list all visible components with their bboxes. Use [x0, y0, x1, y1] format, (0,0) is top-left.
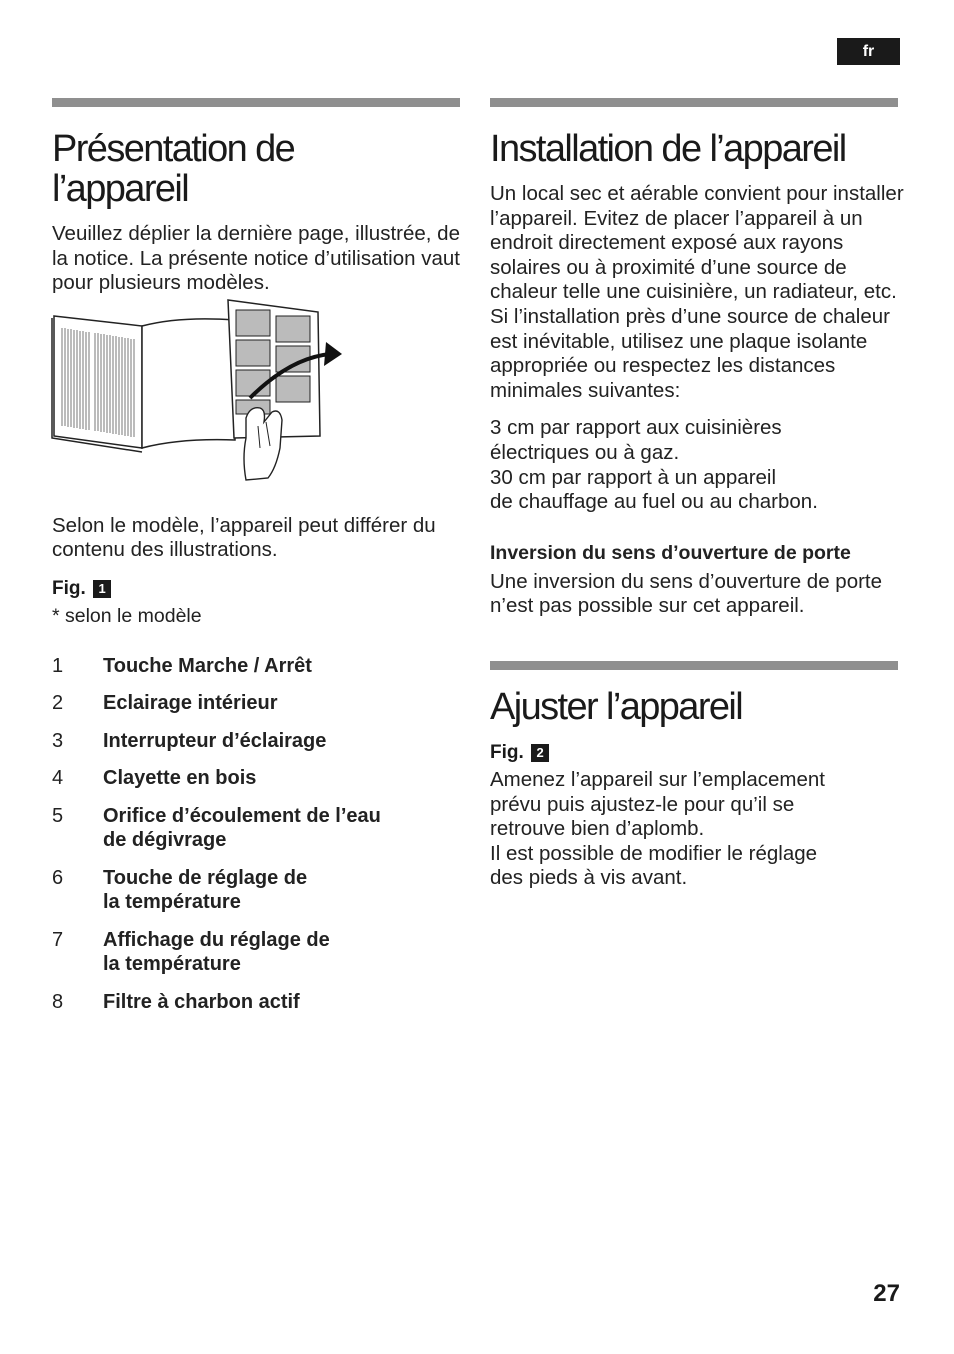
legend-item	[52, 729, 460, 754]
section-title	[52, 129, 460, 209]
legend-number: 3	[52, 729, 64, 752]
legend-line: de dégivrage	[103, 829, 227, 852]
footnote: * selon le modèle	[52, 604, 202, 627]
legend-number: 1	[52, 654, 64, 677]
booklet-unfold-illustration	[50, 298, 350, 484]
legend-item	[52, 866, 460, 915]
fig-label: Fig.	[490, 741, 524, 763]
door-reversal-heading: Inversion du sens d’ouverture de porte	[490, 541, 851, 564]
legend-item	[52, 691, 460, 716]
section-rule	[490, 661, 898, 670]
legend-item	[52, 928, 460, 977]
legend-number: 5	[52, 804, 64, 827]
adjust-line: Amenez l’appareil sur l’emplacement	[490, 767, 825, 791]
fig-reference	[52, 577, 460, 601]
fig-label: Fig.	[52, 577, 86, 599]
distance-paragraph	[490, 416, 898, 514]
legend-line: Eclairage intérieur	[103, 692, 278, 715]
fig-reference	[490, 741, 898, 765]
legend-text	[103, 866, 460, 915]
legend-text	[103, 654, 460, 679]
intro-paragraph: Veuillez déplier la dernière page, illustrée, de la notice. La présente notice d’utilisation vaut pour plusieurs modèles.	[52, 222, 460, 295]
distance-line: 3 cm par rapport aux cuisinières	[490, 416, 782, 440]
legend-text	[103, 804, 460, 853]
legend-text	[103, 990, 460, 1015]
variant-note: Selon le modèle, l’appareil peut différer du contenu des illustrations.	[52, 513, 436, 562]
installation-paragraph: Un local sec et aérable convient pour installer l’appareil. Evitez de placer l’appareil à un endroit directement exposé aux rayons solaires ou à proximité d’une source de chaleur telle une cuisinière, un radiateur, etc. Si l’installation près d’une source de chaleur est inévitable, utilisez une plaque isolante appropriée ou respectez les distances minimales suivantes:	[490, 182, 904, 402]
legend-number: 6	[52, 866, 64, 889]
legend-line: Touche de réglage de	[103, 866, 308, 889]
legend-line: la température	[103, 953, 241, 976]
adjust-paragraph	[490, 768, 898, 891]
legend-text	[103, 729, 460, 754]
legend-item	[52, 654, 460, 679]
language-badge: fr	[837, 38, 900, 65]
title-line-2: l’appareil	[52, 168, 189, 210]
section-rule	[490, 98, 898, 107]
legend-number: 4	[52, 767, 64, 790]
title-line-1: Présentation de	[52, 128, 295, 170]
section-presentation	[52, 98, 460, 1014]
distance-line: électriques ou à gaz.	[490, 440, 680, 464]
legend-line: Touche Marche / Arrêt	[103, 654, 312, 677]
legend-item	[52, 766, 460, 791]
fig-number-badge: 2	[531, 744, 549, 762]
distance-line: 30 cm par rapport à un appareil	[490, 465, 777, 489]
adjust-line: retrouve bien d’aplomb.	[490, 817, 705, 841]
section-installation	[490, 98, 904, 891]
door-reversal-text: Une inversion du sens d’ouverture de porte n’est pas possible sur cet appareil.	[490, 569, 883, 618]
legend-number: 7	[52, 928, 64, 951]
legend-line: Clayette en bois	[103, 767, 257, 790]
legend-line: Orifice d’écoulement de l’eau	[103, 804, 381, 827]
adjust-line: Il est possible de modifier le réglage	[490, 841, 818, 865]
legend-item	[52, 804, 460, 853]
distance-line: de chauffage au fuel ou au charbon.	[490, 490, 818, 514]
parts-legend	[52, 654, 460, 1015]
hand-icon	[244, 408, 282, 480]
legend-line: Filtre à charbon actif	[103, 990, 300, 1013]
legend-line: Interrupteur d’éclairage	[103, 729, 327, 752]
adjust-line: des pieds à vis avant.	[490, 866, 688, 890]
legend-item	[52, 990, 460, 1015]
fig-number-badge: 1	[93, 580, 111, 598]
section-rule	[52, 98, 460, 107]
installation-title: Installation de l’appareil	[490, 128, 846, 170]
legend-line: la température	[103, 891, 241, 914]
legend-number: 8	[52, 990, 64, 1013]
adjust-title: Ajuster l’appareil	[490, 685, 743, 728]
legend-number: 2	[52, 692, 64, 715]
legend-text	[103, 691, 460, 716]
page-number: 27	[873, 1280, 900, 1307]
legend-text	[103, 928, 460, 977]
legend-text	[103, 766, 460, 791]
legend-line: Affichage du réglage de	[103, 928, 330, 951]
adjust-line: prévu puis ajustez-le pour qu’il se	[490, 792, 795, 816]
